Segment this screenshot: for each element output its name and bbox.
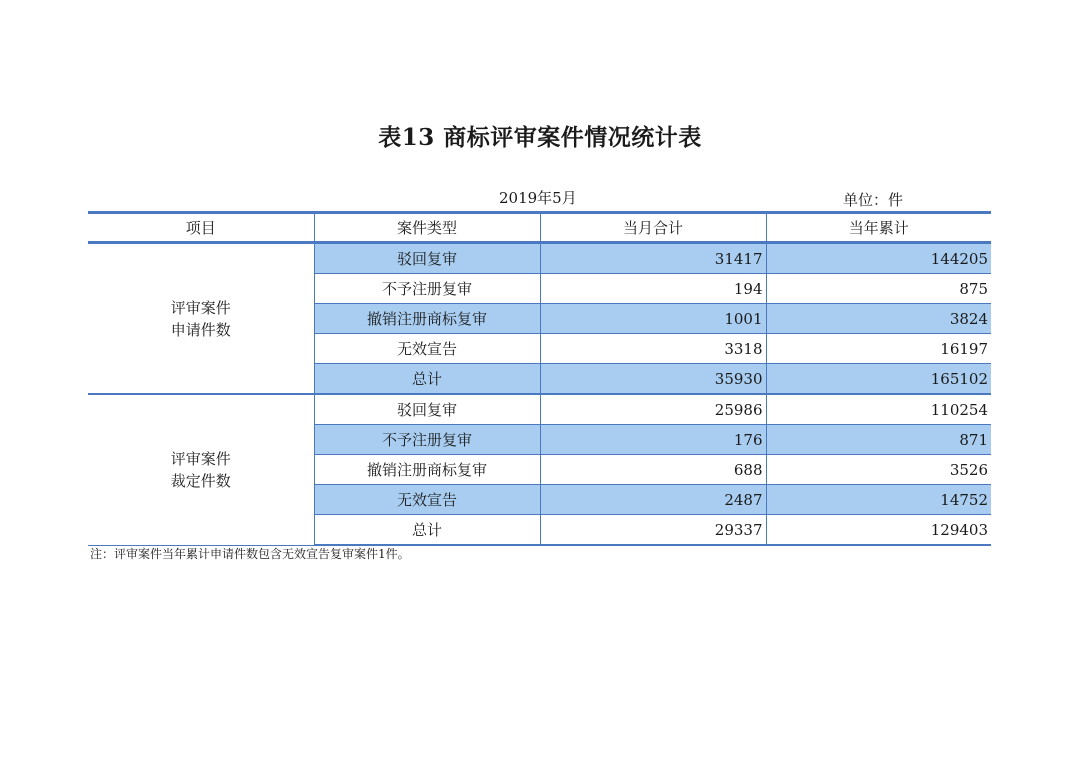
month-total-cell: 1001 [540,304,766,334]
group-label-line: 申请件数 [170,320,231,339]
group-label-line: 评审案件 [170,449,231,468]
table-title: 表13 商标评审案件情况统计表 [378,124,702,151]
header-case-type: 案件类型 [314,213,540,243]
statistics-table [88,211,991,546]
case-type-cell: 不予注册复审 [314,425,540,455]
header-year-total: 当年累计 [766,213,991,243]
case-type-cell: 总计 [314,515,540,546]
header-month-total: 当月合计 [540,213,766,243]
year-total-cell: 110254 [766,394,991,425]
header-item: 项目 [88,213,314,243]
table-row [88,394,991,425]
year-total-cell: 3824 [766,304,991,334]
year-total-cell: 16197 [766,334,991,364]
year-total-cell: 144205 [766,243,991,274]
case-type-cell: 无效宣告 [314,485,540,515]
year-total-cell: 165102 [766,364,991,395]
year-total-cell: 871 [766,425,991,455]
case-type-cell: 撤销注册商标复审 [314,304,540,334]
year-total-cell: 3526 [766,455,991,485]
table-row [88,243,991,274]
group-label-rulings [88,394,314,545]
month-total-cell: 2487 [540,485,766,515]
case-type-cell: 撤销注册商标复审 [314,455,540,485]
group-label-applications [88,243,314,395]
month-total-cell: 25986 [540,394,766,425]
report-date: 2019年5月 [499,189,577,207]
group-label-line: 裁定件数 [170,471,231,490]
case-type-cell: 驳回复审 [314,394,540,425]
month-total-cell: 194 [540,274,766,304]
footnote: 注：评审案件当年累计申请件数包含无效宣告复审案件1件。 [90,547,410,561]
case-type-cell: 驳回复审 [314,243,540,274]
month-total-cell: 31417 [540,243,766,274]
month-total-cell: 3318 [540,334,766,364]
unit-label: 单位：件 [843,191,904,209]
month-total-cell: 35930 [540,364,766,395]
year-total-cell: 129403 [766,515,991,546]
group-label-line: 评审案件 [170,298,231,317]
case-type-cell: 总计 [314,364,540,395]
month-total-cell: 688 [540,455,766,485]
case-type-cell: 不予注册复审 [314,274,540,304]
year-total-cell: 14752 [766,485,991,515]
year-total-cell: 875 [766,274,991,304]
case-type-cell: 无效宣告 [314,334,540,364]
header-row [88,213,991,243]
month-total-cell: 29337 [540,515,766,546]
month-total-cell: 176 [540,425,766,455]
